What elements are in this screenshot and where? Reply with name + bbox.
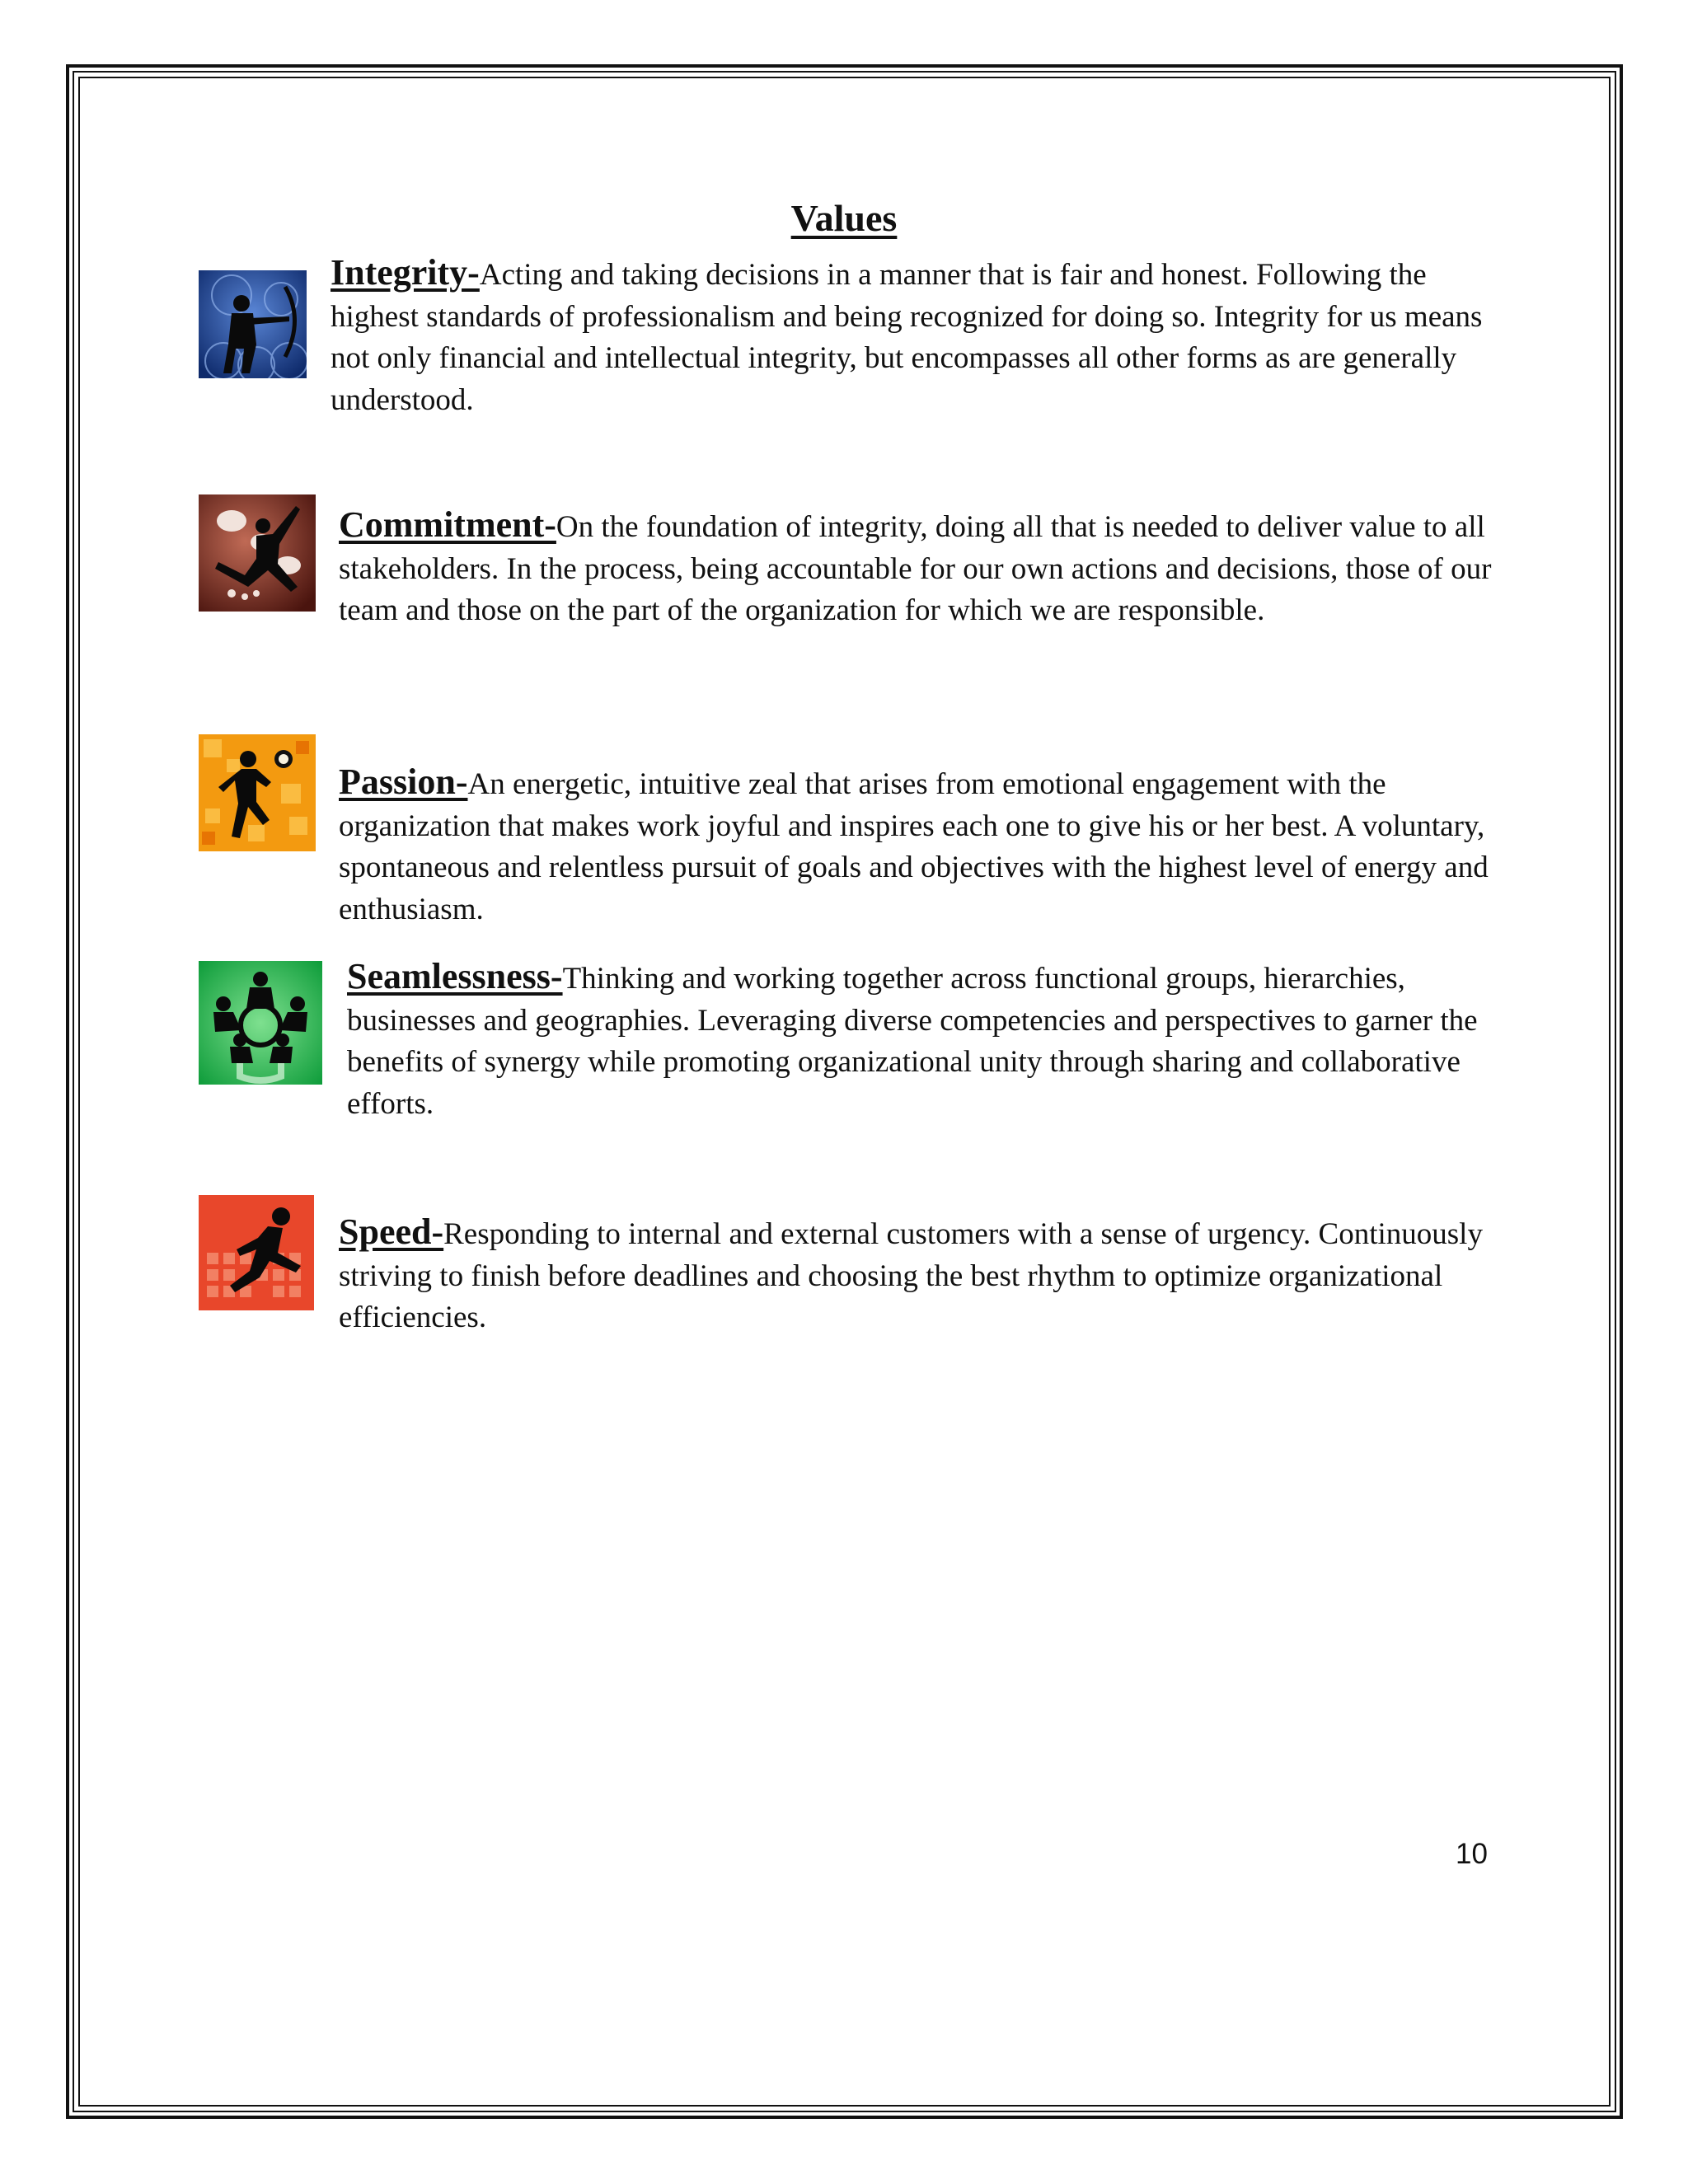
leaping-figure-icon [199, 494, 316, 612]
runner-icon [199, 1195, 314, 1310]
value-heading: Passion- [339, 762, 468, 802]
page-title: Values [790, 197, 898, 239]
value-passion [199, 762, 1493, 930]
value-integrity [199, 252, 1493, 421]
value-description: An energetic, intuitive zeal that arises from emotional engagement with the organization that makes work joyful and inspires each one to give his or her best. A voluntary, spontaneous and relentless pursuit of goals and objectives with the highest level of energy and enthusiasm. [339, 767, 1489, 926]
value-commitment [199, 504, 1493, 632]
value-description: Acting and taking decisions in a manner that is fair and honest. Following the highest standards of professionalism and being recognized for doing so. Integrity for us means not only financial and intellectual integrity, but encompasses all other forms as are generally understood. [331, 258, 1483, 417]
value-heading: Integrity- [331, 252, 480, 293]
team-circle-icon [199, 961, 322, 1085]
value-seamlessness [199, 956, 1493, 1125]
value-heading: Speed- [339, 1212, 444, 1252]
archer-icon [199, 270, 307, 378]
value-description: Thinking and working together across functional groups, hierarchies, businesses and geographies. Leveraging diverse competencies and perspectives to garner the benefits of synergy while promoting organizational unity through sharing and collaborative efforts. [347, 962, 1478, 1121]
value-heading: Commitment- [339, 504, 556, 545]
value-description: Responding to internal and external customers with a sense of urgency. Continuously striving to finish before deadlines and choosing the best rhythm to optimize organizational efficiencies. [339, 1217, 1483, 1334]
page-number: 10 [1456, 1838, 1488, 1870]
value-heading: Seamlessness- [347, 956, 563, 996]
value-description: On the foundation of integrity, doing all that is needed to deliver value to all stakeholders. In the process, being accountable for our own actions and decisions, those of our team and those on the part of the organization for which we are responsible. [339, 510, 1492, 627]
value-speed [199, 1212, 1493, 1339]
football-kick-icon [199, 734, 316, 851]
